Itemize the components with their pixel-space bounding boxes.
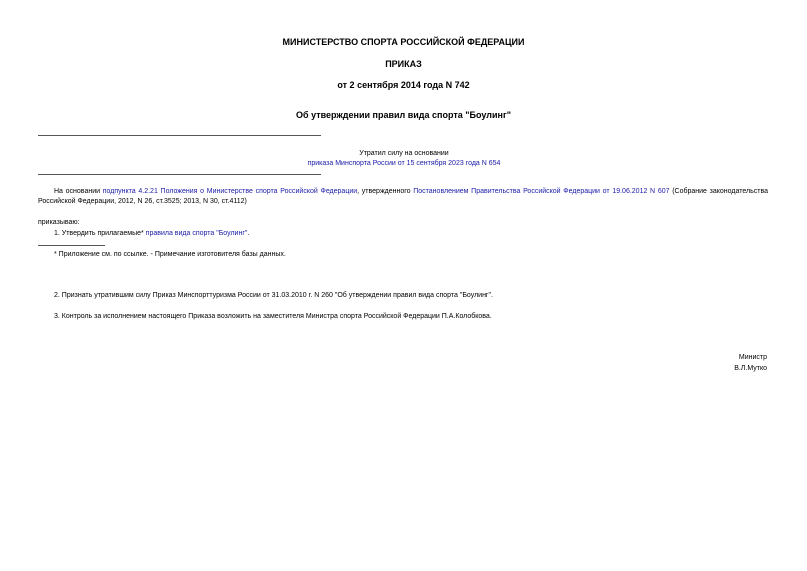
divider-top <box>38 135 321 136</box>
preamble-text-1: На основании <box>54 188 103 195</box>
preamble-text-2: , утвержденного <box>357 188 414 195</box>
footnote: * Приложение см. по ссылке. - Примечание изготовителя базы данных. <box>54 251 286 258</box>
document-date-number: от 2 сентября 2014 года N 742 <box>337 80 470 90</box>
signature-name: В.Л.Мутко <box>734 365 767 372</box>
footnote-divider <box>38 245 105 246</box>
regulation-link[interactable]: подпункта 4.2.21 Положения о Министерстве спорта Российской Федерации <box>102 188 358 195</box>
order-item-3: 3. Контроль за исполнением настоящего Приказа возложить на заместителя Министра спорта Российской Федерации П.А.Колобкова. <box>54 313 492 320</box>
signature-title: Министр <box>738 354 767 361</box>
preamble-text-3: (Собрание законодательства Российской Федерации, 2012, N 26, ст.3525; 2013, N 30, ст.4112) <box>38 188 768 205</box>
status-label: Утратил силу на основании <box>359 150 449 157</box>
order-item-1-end: . <box>247 230 250 237</box>
government-decree-link[interactable]: Постановлением Правительства Российской Федерации от 19.06.2012 N 607 <box>413 188 670 195</box>
order-word: приказываю: <box>38 219 80 226</box>
repeal-order-link[interactable]: приказа Минспорта России от 15 сентября 2023 года N 654 <box>307 160 501 167</box>
document-title: Об утверждении правил вида спорта "Боулинг" <box>296 110 511 120</box>
order-item-2: 2. Признать утратившим силу Приказ Минспорттуризма России от 31.03.2010 г. N 260 "Об утверждении правил вида спорта "Боулинг". <box>54 292 493 299</box>
ministry-heading: МИНИСТЕРСТВО СПОРТА РОССИЙСКОЙ ФЕДЕРАЦИИ <box>282 37 525 47</box>
divider-status <box>38 174 321 175</box>
document-type: ПРИКАЗ <box>385 59 422 69</box>
bowling-rules-link[interactable]: правила вида спорта "Боулинг" <box>145 230 248 237</box>
preamble-paragraph <box>38 187 768 207</box>
order-item-1-text: 1. Утвердить прилагаемые* <box>54 230 146 237</box>
order-item-1 <box>54 229 249 239</box>
